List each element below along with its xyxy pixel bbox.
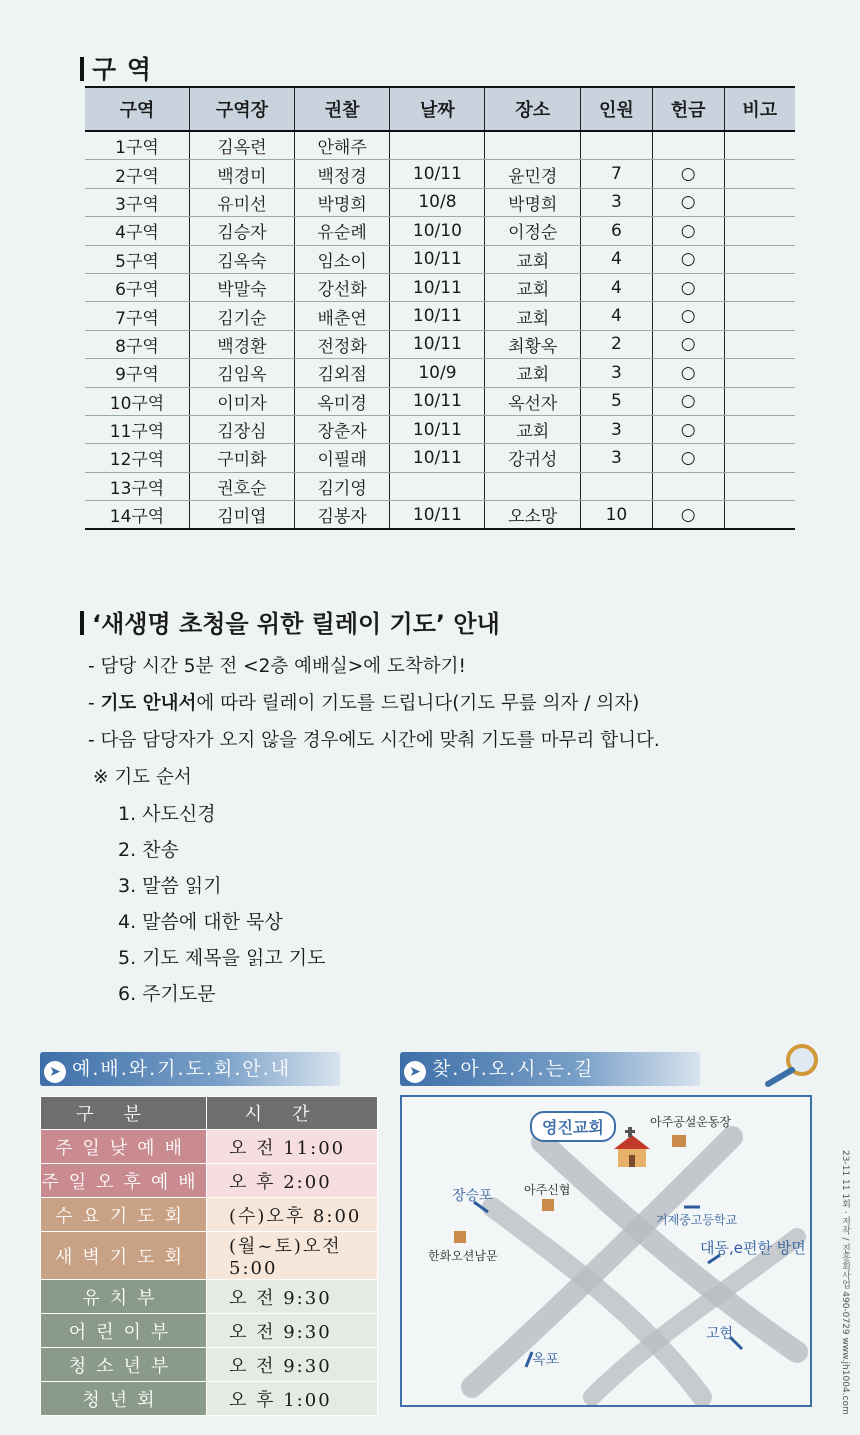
- district-cell: 김외점: [294, 359, 390, 387]
- district-table: [85, 86, 795, 530]
- district-cell: 이미자: [190, 387, 295, 415]
- district-cell: 10/11: [390, 444, 485, 472]
- district-cell: 6구역: [85, 273, 190, 301]
- district-header-cell: 구역장: [190, 87, 295, 131]
- district-cell: 4: [581, 302, 653, 330]
- district-cell: 10/11: [390, 302, 485, 330]
- schedule-title: 예.배.와.기.도.회.안.내: [72, 1058, 292, 1080]
- district-cell: [724, 472, 795, 500]
- district-cell: [724, 273, 795, 301]
- schedule-division: 주일오후예배: [41, 1164, 207, 1198]
- district-cell: 김봉자: [294, 501, 390, 530]
- district-cell: [724, 245, 795, 273]
- schedule-division: 수요기도회: [41, 1198, 207, 1232]
- district-cell: 10/10: [390, 217, 485, 245]
- district-cell: ○: [652, 359, 724, 387]
- hanwha-label: 한화오션남문: [428, 1249, 498, 1263]
- district-row: [85, 387, 795, 415]
- schedule-header-pill: [40, 1052, 340, 1086]
- schedule-col-time: 시간: [207, 1097, 378, 1130]
- district-cell: 10구역: [85, 387, 190, 415]
- district-cell: 4: [581, 273, 653, 301]
- district-cell: 박말숙: [190, 273, 295, 301]
- district-cell: 9구역: [85, 359, 190, 387]
- schedule-division: 청년회: [41, 1382, 207, 1416]
- district-cell: ○: [652, 245, 724, 273]
- gohyeon-label: 고현: [706, 1326, 734, 1342]
- district-cell: 백경미: [190, 160, 295, 188]
- district-cell: 김임옥: [190, 359, 295, 387]
- stadium-marker-icon: [672, 1135, 686, 1147]
- district-cell: 4구역: [85, 217, 190, 245]
- schedule-header-row: [41, 1097, 378, 1130]
- district-cell: 10/11: [390, 501, 485, 530]
- district-cell: 옥미경: [294, 387, 390, 415]
- district-cell: 강귀성: [485, 444, 581, 472]
- district-cell: 권호순: [190, 472, 295, 500]
- district-cell: [724, 415, 795, 443]
- district-cell: 3: [581, 359, 653, 387]
- okpo-label: 옥포: [532, 1352, 560, 1368]
- district-cell: 3: [581, 444, 653, 472]
- schedule-row: [41, 1130, 378, 1164]
- hanwha-marker-icon: [454, 1231, 466, 1243]
- district-cell: 김기영: [294, 472, 390, 500]
- district-title-text: 구 역: [92, 55, 153, 84]
- district-cell: 3: [581, 188, 653, 216]
- prayer-order-title: ※ 기도 순서: [93, 767, 192, 788]
- district-cell: 2: [581, 330, 653, 358]
- district-header-cell: 구역: [85, 87, 190, 131]
- district-cell: 안해주: [294, 131, 390, 160]
- district-cell: ○: [652, 302, 724, 330]
- district-cell: [390, 472, 485, 500]
- prayer-order-item: 1. 사도신경: [118, 803, 216, 825]
- schedule-row: [41, 1164, 378, 1198]
- notice-line-2-bold: 기도 안내서: [100, 693, 197, 714]
- magnifier-icon: [762, 1042, 824, 1090]
- district-cell: ○: [652, 387, 724, 415]
- district-header-cell: 권찰: [294, 87, 390, 131]
- district-cell: 10/8: [390, 188, 485, 216]
- district-row: [85, 273, 795, 301]
- schedule-table-body: [41, 1130, 378, 1416]
- district-cell: 오소망: [485, 501, 581, 530]
- district-header-cell: 인원: [581, 87, 653, 131]
- district-cell: 배춘연: [294, 302, 390, 330]
- district-cell: 10/11: [390, 387, 485, 415]
- district-cell: 8구역: [85, 330, 190, 358]
- district-cell: [724, 359, 795, 387]
- district-cell: 장춘자: [294, 415, 390, 443]
- district-row: [85, 330, 795, 358]
- district-row: [85, 359, 795, 387]
- district-cell: 10/11: [390, 160, 485, 188]
- district-row: [85, 160, 795, 188]
- church-label: 영진교회: [530, 1111, 616, 1142]
- district-cell: ○: [652, 501, 724, 530]
- district-section-title: [80, 50, 152, 86]
- district-cell: 10/11: [390, 273, 485, 301]
- district-cell: 백정경: [294, 160, 390, 188]
- district-row: [85, 415, 795, 443]
- prayer-order-item: 2. 찬송: [118, 839, 179, 861]
- prayer-order-item: 3. 말씀 읽기: [118, 875, 222, 897]
- district-cell: [724, 501, 795, 530]
- schedule-row: [41, 1314, 378, 1348]
- district-header-cell: 비고: [724, 87, 795, 131]
- district-cell: 10/9: [390, 359, 485, 387]
- schedule-time: 오 후 1:00: [207, 1382, 378, 1416]
- district-cell: 이정순: [485, 217, 581, 245]
- district-cell: [724, 330, 795, 358]
- district-cell: 김옥숙: [190, 245, 295, 273]
- district-cell: [390, 131, 485, 160]
- notice-line-2: [88, 685, 808, 722]
- schedule-row: [41, 1348, 378, 1382]
- district-cell: 전정화: [294, 330, 390, 358]
- district-row: [85, 302, 795, 330]
- district-cell: [724, 217, 795, 245]
- district-cell: 10/11: [390, 245, 485, 273]
- district-cell: 박명희: [485, 188, 581, 216]
- district-cell: 10/11: [390, 415, 485, 443]
- notice-body: [88, 648, 808, 1012]
- district-cell: 12구역: [85, 444, 190, 472]
- district-cell: 김기순: [190, 302, 295, 330]
- notice-line-2-rest: 에 따라 릴레이 기도를 드립니다(기도 무릎 의자 / 의자): [196, 693, 640, 714]
- schedule-time: (수)오후 8:00: [207, 1198, 378, 1232]
- district-header-cell: 장소: [485, 87, 581, 131]
- district-row: [85, 245, 795, 273]
- schedule-division: 주일낮예배: [41, 1130, 207, 1164]
- schedule-division: 어린이부: [41, 1314, 207, 1348]
- district-cell: 14구역: [85, 501, 190, 530]
- district-cell: [724, 387, 795, 415]
- aju-shinhyup-label: 아주신협: [524, 1183, 571, 1197]
- district-cell: 3: [581, 415, 653, 443]
- district-cell: 6: [581, 217, 653, 245]
- district-cell: 11구역: [85, 415, 190, 443]
- district-cell: 13구역: [85, 472, 190, 500]
- schedule-division: 새벽기도회: [41, 1232, 207, 1280]
- directions-map: [400, 1095, 812, 1407]
- district-header-row: [85, 87, 795, 131]
- notice-section-title: [80, 604, 500, 639]
- district-cell: [485, 472, 581, 500]
- district-cell: [724, 160, 795, 188]
- district-cell: 김장심: [190, 415, 295, 443]
- district-cell: 구미화: [190, 444, 295, 472]
- district-cell: 5: [581, 387, 653, 415]
- district-cell: ○: [652, 273, 724, 301]
- schedule-row: [41, 1232, 378, 1280]
- aju-shinhyup-marker-icon: [542, 1199, 554, 1211]
- prayer-order-list: [88, 796, 808, 1012]
- district-cell: [652, 131, 724, 160]
- stadium-label: 아주공설운동장: [650, 1115, 732, 1129]
- district-cell: [652, 472, 724, 500]
- schedule-row: [41, 1198, 378, 1232]
- district-cell: 박명희: [294, 188, 390, 216]
- jangseungpo-label: 장승포: [452, 1188, 493, 1204]
- prayer-order-item: 5. 기도 제목을 읽고 기도: [118, 947, 326, 969]
- district-cell: 교회: [485, 359, 581, 387]
- district-cell: [724, 188, 795, 216]
- church-icon: [610, 1127, 654, 1169]
- arrow-circle-icon: ➤: [44, 1061, 66, 1083]
- district-table-body: [85, 131, 795, 529]
- district-cell: 4: [581, 245, 653, 273]
- arrow-circle-icon: ➤: [404, 1061, 426, 1083]
- district-cell: ○: [652, 330, 724, 358]
- district-cell: 임소이: [294, 245, 390, 273]
- schedule-col-division: 구분: [41, 1097, 207, 1130]
- district-cell: 5구역: [85, 245, 190, 273]
- district-cell: [724, 131, 795, 160]
- schedule-row: [41, 1280, 378, 1314]
- district-header-cell: 헌금: [652, 87, 724, 131]
- district-cell: 10/11: [390, 330, 485, 358]
- district-cell: ○: [652, 415, 724, 443]
- schedule-table: [40, 1096, 378, 1416]
- geoje-high-label: 거제중고등학교: [656, 1213, 738, 1227]
- district-cell: 최황옥: [485, 330, 581, 358]
- schedule-time: 오 전 9:30: [207, 1280, 378, 1314]
- district-cell: 교회: [485, 273, 581, 301]
- title-bar: [80, 611, 84, 635]
- district-cell: 교회: [485, 302, 581, 330]
- schedule-row: [41, 1382, 378, 1416]
- district-cell: 김옥련: [190, 131, 295, 160]
- district-cell: 7구역: [85, 302, 190, 330]
- schedule-division: 청소년부: [41, 1348, 207, 1382]
- notice-line-2-dash: -: [88, 693, 101, 714]
- side-print-info: 23-11 11 1회 · 저작 / 진흥회사업 490-0729 www.jh1004.com: [840, 1150, 850, 1415]
- prayer-order-item: 6. 주기도문: [118, 983, 216, 1005]
- schedule-time: 오 전 11:00: [207, 1130, 378, 1164]
- district-cell: 백경환: [190, 330, 295, 358]
- district-cell: 교회: [485, 245, 581, 273]
- district-row: [85, 444, 795, 472]
- district-cell: ○: [652, 188, 724, 216]
- district-cell: 유순례: [294, 217, 390, 245]
- title-bar: [80, 57, 84, 81]
- district-cell: [485, 131, 581, 160]
- district-cell: 윤민경: [485, 160, 581, 188]
- district-cell: 김미엽: [190, 501, 295, 530]
- district-cell: 김승자: [190, 217, 295, 245]
- schedule-time: 오 전 9:30: [207, 1314, 378, 1348]
- schedule-time: 오 전 9:30: [207, 1348, 378, 1382]
- district-row: [85, 188, 795, 216]
- district-cell: 3구역: [85, 188, 190, 216]
- district-cell: [581, 472, 653, 500]
- notice-line-1: - 담당 시간 5분 전 <2층 예배실>에 도착하기!: [88, 656, 466, 677]
- district-row: [85, 131, 795, 160]
- district-cell: 교회: [485, 415, 581, 443]
- district-cell: 1구역: [85, 131, 190, 160]
- district-cell: 7: [581, 160, 653, 188]
- notice-title-text: ‘새생명 초청을 위한 릴레이 기도’ 안내: [92, 610, 500, 638]
- daedong-label: 대동,e편한 방면: [700, 1239, 806, 1257]
- district-cell: [581, 131, 653, 160]
- directions-title: 찾.아.오.시.는.길: [432, 1058, 595, 1080]
- district-cell: [724, 444, 795, 472]
- district-cell: ○: [652, 217, 724, 245]
- district-cell: [724, 302, 795, 330]
- district-row: [85, 472, 795, 500]
- district-cell: 2구역: [85, 160, 190, 188]
- district-cell: 유미선: [190, 188, 295, 216]
- district-cell: ○: [652, 444, 724, 472]
- schedule-time: 오 후 2:00: [207, 1164, 378, 1198]
- district-cell: 10: [581, 501, 653, 530]
- district-cell: 이필래: [294, 444, 390, 472]
- schedule-time: (월~토)오전 5:00: [207, 1232, 378, 1280]
- district-cell: ○: [652, 160, 724, 188]
- district-row: [85, 501, 795, 530]
- notice-line-3: - 다음 담당자가 오지 않을 경우에도 시간에 맞춰 기도를 마무리 합니다.: [88, 730, 660, 751]
- district-header-cell: 날짜: [390, 87, 485, 131]
- directions-header-pill: [400, 1052, 700, 1086]
- district-cell: 옥선자: [485, 387, 581, 415]
- district-cell: 강선화: [294, 273, 390, 301]
- district-row: [85, 217, 795, 245]
- schedule-division: 유치부: [41, 1280, 207, 1314]
- prayer-order-item: 4. 말씀에 대한 묵상: [118, 911, 283, 933]
